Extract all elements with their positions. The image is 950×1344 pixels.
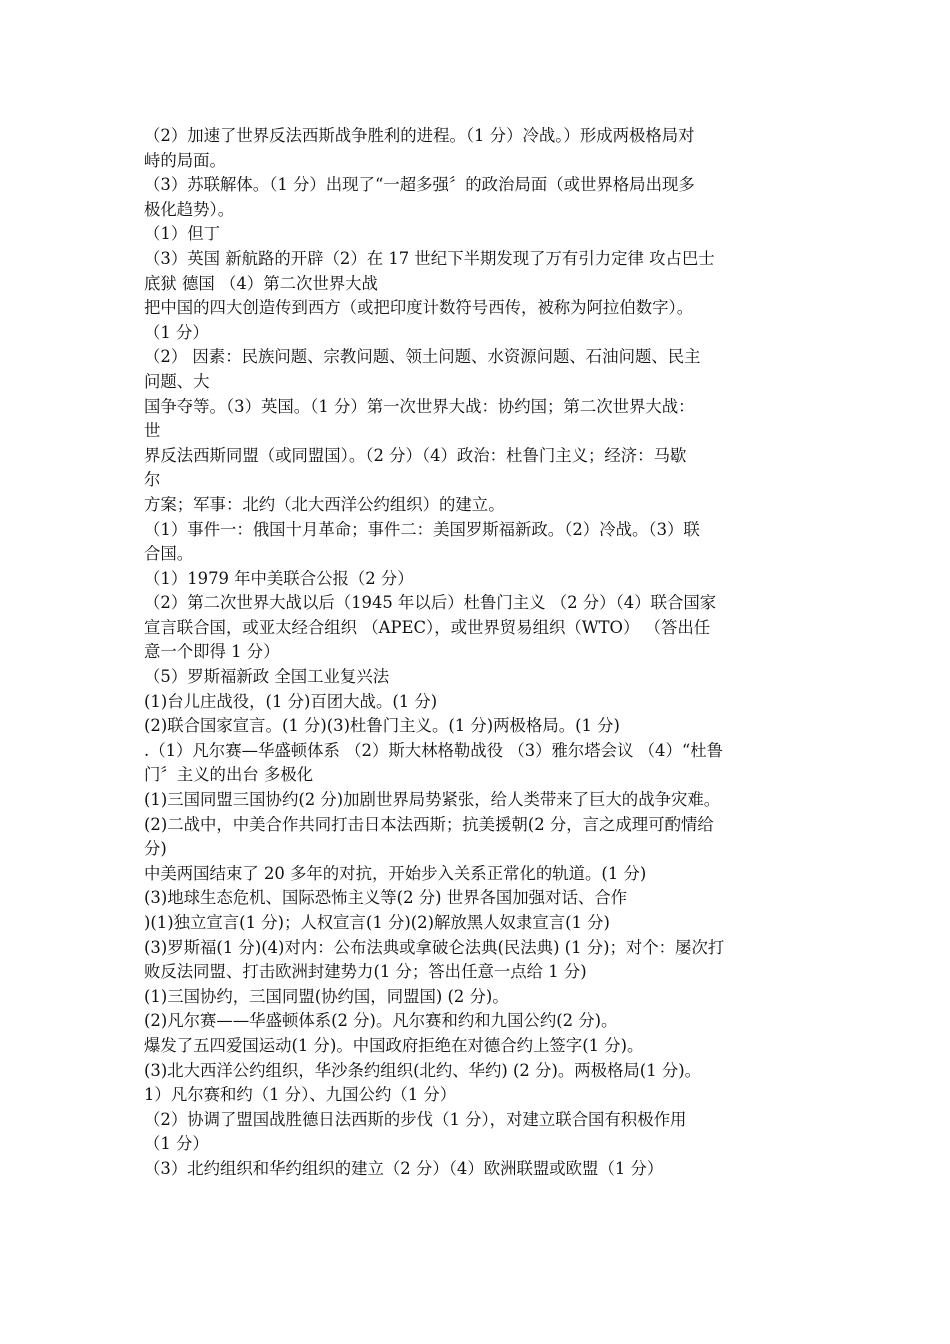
text-line: (1)台儿庄战役，(1 分)百团大战。(1 分) xyxy=(144,691,438,711)
text-line: 底狱 德国 （4）第二次世界大战 xyxy=(144,273,378,293)
text-line: （3）北约组织和华约组织的建立（2 分）（4）欧洲联盟或欧盟（1 分） xyxy=(144,1158,664,1178)
text-line: （2）加速了世界反法西斯战争胜利的进程。（1 分）冷战。）形成两极格局对 xyxy=(144,126,695,145)
text-line: .（1）凡尔赛—华盛顿体系 （2）斯大林格勒战役 （3）雅尔塔会议 （4）“杜鲁 xyxy=(144,740,724,760)
text-line: 峙的局面。 xyxy=(144,150,226,170)
text-line: 国争夺等。（3）英国。（1 分）第一次世界大战：协约国；第二次世界大战： xyxy=(144,396,695,416)
text-line: 门〞主义的出台 多极化 xyxy=(144,765,314,785)
text-line: 尔 xyxy=(144,470,161,490)
text-line: (2)二战中，中美合作共同打击日本法西斯；抗美援朝(2 分，言之成理可酌情给 xyxy=(144,814,714,834)
text-line: )(1)独立宣言(1 分)；人权宣言(1 分)(2)解放黑人奴隶宣言(1 分) xyxy=(144,913,610,932)
text-line: 分) xyxy=(144,839,167,859)
text-line: (3)地球生态危机、国际恐怖主义等(2 分) 世界各国加强对话、合作 xyxy=(144,888,628,908)
text-line: (1)三国同盟三国协约(2 分)加剧世界局势紧张，给人类带来了巨大的战争灾难。 xyxy=(144,790,721,810)
answer-text-block xyxy=(144,124,809,1182)
text-line: 宣言联合国，或亚太经合组织 （APEC），或世界贸易组织（WTO） （答出任 xyxy=(144,617,711,637)
text-line: （2）第二次世界大战以后（1945 年以后）杜鲁门主义 （2 分）（4）联合国家 xyxy=(144,593,717,613)
text-line: 意一个即得 1 分） xyxy=(144,642,280,662)
text-line: (2)凡尔赛——华盛顿体系(2 分)。凡尔赛和约和九国公约(2 分)。 xyxy=(144,1011,618,1031)
text-line: （1 分） xyxy=(144,322,209,342)
text-line: 把中国的四大创造传到西方（或把印度计数符号西传，被称为阿拉伯数字）。 xyxy=(144,298,694,318)
text-line: 方案；军事：北约（北大西洋公约组织）的建立。 xyxy=(144,494,505,514)
text-line: （3）苏联解体。（1 分）出现了“一超多强〞的政治局面（或世界格局出现多 xyxy=(144,175,695,195)
text-line: （1）但丁 xyxy=(144,224,220,244)
text-line: 爆发了五四爱国运动(1 分)。中国政府拒绝在对德合约上签字(1 分)。 xyxy=(144,1035,644,1055)
text-line: (3)罗斯福(1 分)(4)对内：公布法典或拿破仑法典(民法典) (1 分)；对个：屡次打 xyxy=(144,937,725,957)
text-line: (3)北大西洋公约组织，华沙条约组织(北约、华约) (2 分)。两极格局(1 分)。 xyxy=(144,1060,702,1080)
text-line: (1)三国协约，三国同盟(协约国，同盟国) (2 分)。 xyxy=(144,986,509,1006)
text-line: 界反法西斯同盟（或同盟国）。（2 分）（4）政治：杜鲁门主义；经济：马歇 xyxy=(144,445,687,465)
text-line: 世 xyxy=(144,421,161,441)
text-line: （5）罗斯福新政 全国工业复兴法 xyxy=(144,667,390,687)
text-line: 中美两国结束了 20 多年的对抗，开始步入关系正常化的轨道。(1 分) xyxy=(144,863,647,883)
text-line: 极化趋势）。 xyxy=(144,199,235,219)
text-line: （2） 因素：民族问题、宗教问题、领土问题、水资源问题、石油问题、民主 xyxy=(144,347,701,367)
text-line: （1）事件一：俄国十月革命；事件二：美国罗斯福新政。（2）冷战。（3）联 xyxy=(144,519,700,539)
text-line: （1）1979 年中美联合公报（2 分） xyxy=(144,568,414,588)
text-line: （1 分） xyxy=(144,1134,209,1154)
text-line: 合国。 xyxy=(144,544,194,564)
text-line: （2）协调了盟国战胜德日法西斯的步伐（1 分），对建立联合国有积极作用 xyxy=(144,1109,687,1129)
text-line: （3）英国 新航路的开辟（2）在 17 世纪下半期发现了万有引力定律 攻占巴士 xyxy=(144,248,715,268)
text-line: 败反法同盟、打击欧洲封建势力(1 分；答出任意一点给 1 分) xyxy=(144,962,587,982)
text-line: (2)联合国家宣言。(1 分)(3)杜鲁门主义。(1 分)两极格局。(1 分) xyxy=(144,716,620,736)
text-line: 问题、大 xyxy=(144,371,210,391)
text-line: 1）凡尔赛和约（1 分）、九国公约（1 分） xyxy=(144,1085,457,1105)
